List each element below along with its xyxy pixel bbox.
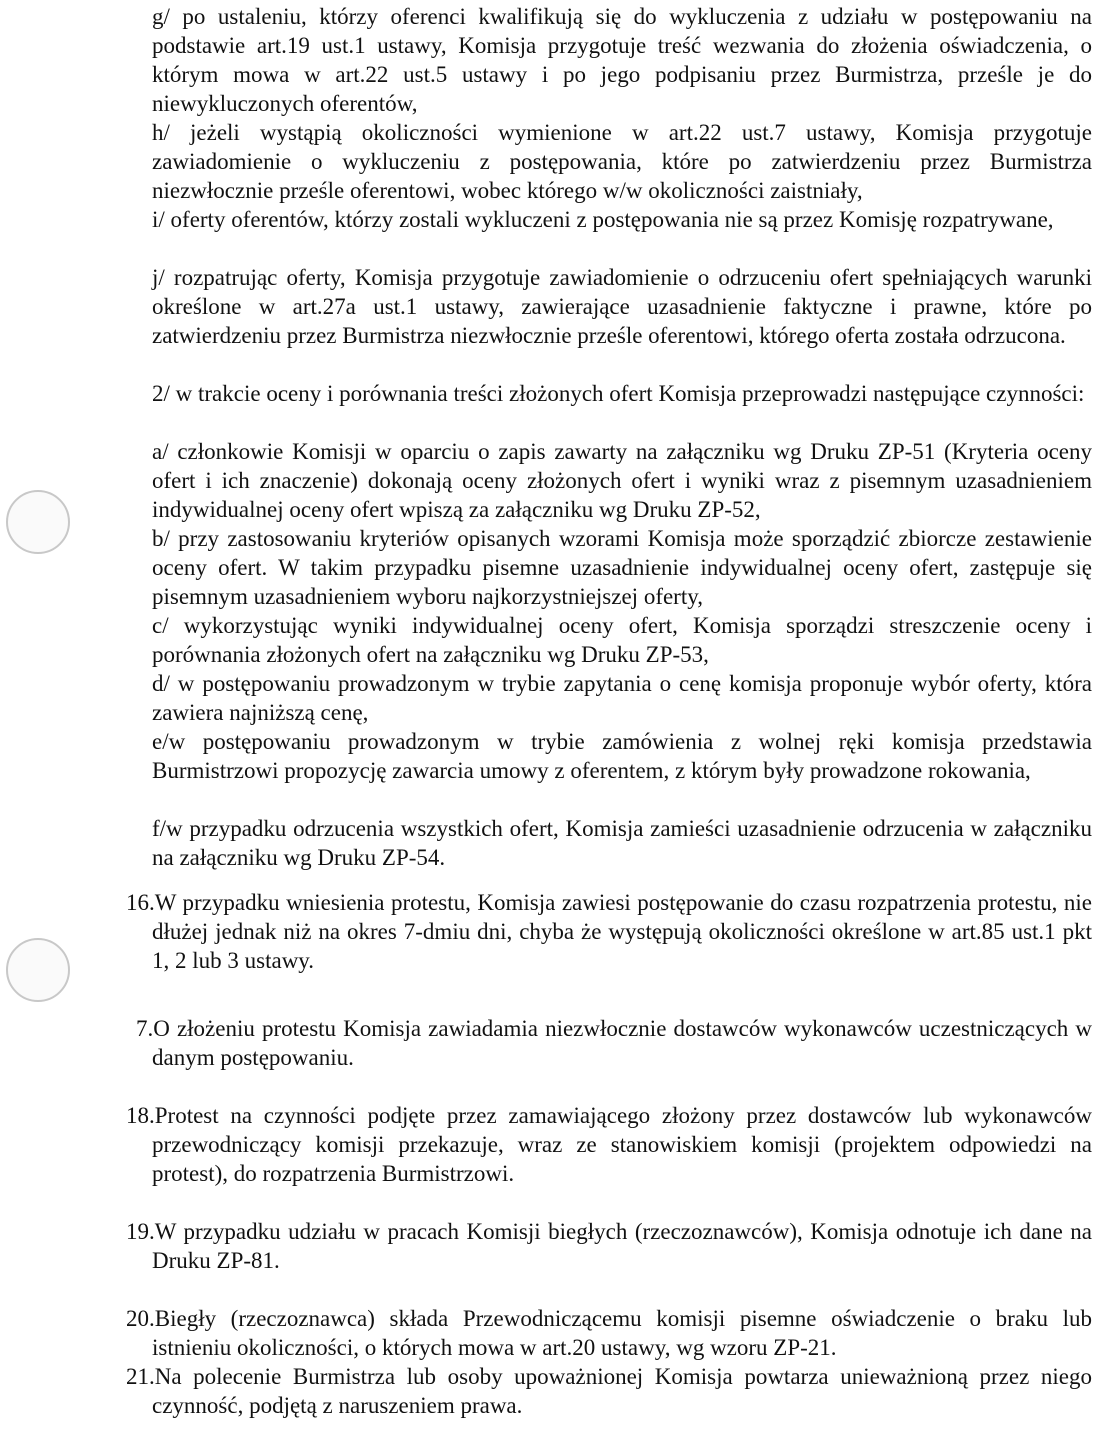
paragraph-16: 16.W przypadku wniesienia protestu, Komisja zawiesi postępowanie do czasu rozpatrzenia protestu, nie dłużej jednak niż na okres 7-dmiu dni, chyba że występują okoliczności określone w art.85 ust.1 pkt 1, 2 lub 3 ustawy.	[126, 890, 1092, 973]
paragraph-b: b/ przy zastosowaniu kryteriów opisanych wzorami Komisja może sporządzić zbiorcze zestawienie oceny ofert. W takim przypadku pisemne uzasadnienie indywidualnej oceny ofert, zastępuje się pisemnym uzasadnieniem wyboru najkorzystniejszej oferty,	[152, 526, 1092, 609]
paragraph-19: 19.W przypadku udziału w pracach Komisji biegłych (rzeczoznawców), Komisja odnotuje ich dane na Druku ZP-81.	[126, 1219, 1092, 1273]
paragraph-18: 18.Protest na czynności podjęte przez zamawiającego złożony przez dostawców lub wykonawców przewodniczący komisji przekazuje, wraz ze stanowiskiem komisji (projektem odpowiedzi na protest), do rozpatrzenia Burmistrzowi.	[126, 1103, 1092, 1186]
paragraph-2: 2/ w trakcie oceny i porównania treści złożonych ofert Komisja przeprowadzi następujące czynności:	[152, 381, 1085, 406]
paragraph-i: i/ oferty oferentów, którzy zostali wykluczeni z postępowania nie są przez Komisję rozpatrywane,	[152, 207, 1054, 232]
paragraph-d: d/ w postępowaniu prowadzonym w trybie zapytania o cenę komisja proponuje wybór oferty, która zawiera najniższą cenę,	[152, 671, 1092, 725]
paragraph-a: a/ członkowie Komisji w oparciu o zapis zawarty na załączniku wg Druku ZP-51 (Kryteria oceny ofert i ich znaczenie) dokonają oceny złożonych ofert i wyniki wraz z pisemnym uzasadnieniem indywidualnej oceny ofert wpiszą za załączniku wg Druku ZP-52,	[152, 439, 1092, 522]
paragraph-g: g/ po ustaleniu, którzy oferenci kwalifikują się do wykluczenia z udziału w postępowaniu na podstawie art.19 ust.1 ustawy, Komisja przygotuje treść wezwania do złożenia oświadczenia, o którym mowa w art.22 ust.5 ustawy i po jego podpisaniu przez Burmistrza, prześle je do niewykluczonych oferentów,	[152, 4, 1092, 116]
paragraph-c: c/ wykorzystując wyniki indywidualnej oceny ofert, Komisja sporządzi streszczenie oceny i porównania złożonych ofert na załączniku wg Druku ZP-53,	[152, 613, 1092, 667]
paragraph-20: 20.Biegły (rzeczoznawca) składa Przewodniczącemu komisji pisemne oświadczenie o braku lub istnieniu okoliczności, o których mowa w art.20 ustawy, wg wzoru ZP-21.	[126, 1306, 1092, 1360]
paragraph-e: e/w postępowaniu prowadzonym w trybie zamówienia z wolnej ręki komisja przedstawia Burmistrzowi propozycję zawarcia umowy z oferentem, z którym były prowadzone rokowania,	[152, 729, 1092, 783]
paragraph-j: j/ rozpatrując oferty, Komisja przygotuje zawiadomienie o odrzuceniu ofert spełniających warunki określone w art.27a ust.1 ustawy, zawierające uzasadnienie faktyczne i prawne, które po zatwierdzeniu przez Burmistrza niezwłocznie prześle oferentowi, którego oferta została odrzucona.	[152, 265, 1092, 348]
paragraph-21: 21.Na polecenie Burmistrza lub osoby upoważnionej Komisja powtarza unieważnioną przez niego czynność, podjętą z naruszeniem prawa.	[126, 1364, 1092, 1418]
paragraph-17: 7.O złożeniu protestu Komisja zawiadamia niezwłocznie dostawców wykonawców uczestniczących w danym postępowaniu.	[136, 1016, 1092, 1070]
paragraph-f: f/w przypadku odrzucenia wszystkich ofert, Komisja zamieści uzasadnienie odrzucenia w załączniku na załączniku wg Druku ZP-54.	[152, 816, 1092, 870]
paragraph-h: h/ jeżeli wystąpią okoliczności wymienione w art.22 ust.7 ustawy, Komisja przygotuje zawiadomienie o wykluczeniu z postępowania, które po zatwierdzeniu przez Burmistrza niezwłocznie prześle oferentowi, wobec którego w/w okoliczności zaistniały,	[152, 120, 1092, 203]
punch-hole-bottom	[6, 938, 70, 1002]
punch-hole-top	[6, 490, 70, 554]
